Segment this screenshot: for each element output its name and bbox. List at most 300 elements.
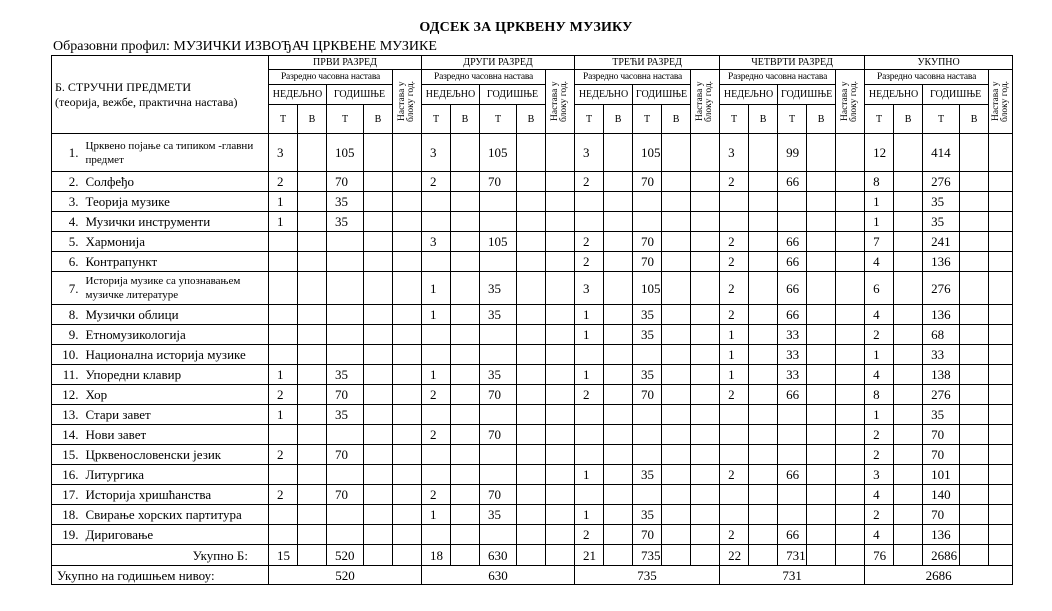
- value-cell: [749, 192, 778, 212]
- value-cell: [691, 212, 720, 232]
- value-cell: [836, 385, 865, 405]
- value-cell: [546, 385, 575, 405]
- value-cell: 105: [633, 272, 662, 305]
- value-cell: [298, 172, 327, 192]
- value-cell: [327, 505, 364, 525]
- value-cell: [604, 505, 633, 525]
- value-cell: [960, 325, 989, 345]
- sum-cell: [836, 545, 865, 566]
- value-cell: 1: [269, 365, 298, 385]
- value-cell: [691, 305, 720, 325]
- value-cell: [575, 345, 604, 365]
- value-cell: 35: [633, 465, 662, 485]
- value-cell: [989, 405, 1013, 425]
- subject-number: 19.: [52, 525, 84, 545]
- value-cell: [364, 365, 393, 385]
- value-cell: [989, 425, 1013, 445]
- sum-cell: 15: [269, 545, 298, 566]
- value-cell: [451, 425, 480, 445]
- value-cell: [691, 405, 720, 425]
- value-cell: [298, 232, 327, 252]
- subject-name: Свирање хорских партитура: [84, 505, 269, 525]
- value-cell: 70: [633, 232, 662, 252]
- value-cell: [269, 505, 298, 525]
- value-cell: [836, 525, 865, 545]
- value-cell: [517, 172, 546, 192]
- exercise-header: В: [662, 105, 691, 134]
- value-cell: 105: [480, 232, 517, 252]
- value-cell: [691, 325, 720, 345]
- value-cell: 2: [720, 525, 749, 545]
- value-cell: 2: [720, 172, 749, 192]
- value-cell: [662, 445, 691, 465]
- value-cell: [989, 252, 1013, 272]
- value-cell: [894, 305, 923, 325]
- value-cell: [749, 325, 778, 345]
- value-cell: 2: [575, 172, 604, 192]
- value-cell: [393, 212, 422, 232]
- value-cell: [691, 172, 720, 192]
- value-cell: [546, 465, 575, 485]
- group-header-first: ПРВИ РАЗРЕД: [269, 56, 422, 70]
- value-cell: [393, 445, 422, 465]
- value-cell: [662, 525, 691, 545]
- value-cell: 3: [269, 134, 298, 172]
- value-cell: 35: [327, 405, 364, 425]
- value-cell: [546, 325, 575, 345]
- subject-number: 10.: [52, 345, 84, 365]
- value-cell: [749, 272, 778, 305]
- value-cell: [604, 485, 633, 505]
- value-cell: [480, 525, 517, 545]
- value-cell: [836, 272, 865, 305]
- value-cell: [807, 425, 836, 445]
- value-cell: [364, 345, 393, 365]
- value-cell: [517, 365, 546, 385]
- value-cell: [451, 325, 480, 345]
- sum-cell: [517, 545, 546, 566]
- table-row: [52, 445, 1013, 465]
- value-cell: [451, 345, 480, 365]
- value-cell: [691, 272, 720, 305]
- value-cell: [749, 525, 778, 545]
- sum-cell: [604, 545, 633, 566]
- value-cell: [393, 485, 422, 505]
- value-cell: [604, 405, 633, 425]
- value-cell: [749, 405, 778, 425]
- value-cell: [894, 385, 923, 405]
- section-note: (теорија, вежбе, практична настава): [55, 94, 238, 109]
- value-cell: 66: [778, 525, 807, 545]
- value-cell: [546, 272, 575, 305]
- value-cell: [662, 232, 691, 252]
- value-cell: [269, 305, 298, 325]
- value-cell: [364, 505, 393, 525]
- value-cell: [633, 425, 662, 445]
- annual-total: 735: [575, 566, 720, 585]
- value-cell: [749, 505, 778, 525]
- value-cell: 1: [269, 405, 298, 425]
- value-cell: [451, 385, 480, 405]
- value-cell: [546, 485, 575, 505]
- value-cell: [778, 212, 807, 232]
- value-cell: 7: [865, 232, 894, 252]
- subject-number: 13.: [52, 405, 84, 425]
- value-cell: [894, 365, 923, 385]
- block-teaching-label: Настава у блоку год.: [990, 79, 1010, 122]
- value-cell: 66: [778, 272, 807, 305]
- value-cell: 33: [778, 345, 807, 365]
- value-cell: [720, 405, 749, 425]
- value-cell: [298, 305, 327, 325]
- value-cell: 1: [422, 365, 451, 385]
- yearly-header: ГОДИШЊЕ: [633, 85, 691, 105]
- value-cell: 241: [923, 232, 960, 252]
- yearly-header: ГОДИШЊЕ: [327, 85, 393, 105]
- value-cell: 70: [480, 485, 517, 505]
- value-cell: [836, 305, 865, 325]
- subject-name: Стари завет: [84, 405, 269, 425]
- value-cell: [546, 425, 575, 445]
- sum-cell: [749, 545, 778, 566]
- value-cell: [364, 405, 393, 425]
- value-cell: [633, 212, 662, 232]
- subject-number: 18.: [52, 505, 84, 525]
- page-title: ОДСЕК ЗА ЦРКВЕНУ МУЗИКУ: [419, 20, 633, 35]
- value-cell: [298, 134, 327, 172]
- value-cell: [575, 192, 604, 212]
- value-cell: 136: [923, 305, 960, 325]
- value-cell: [720, 505, 749, 525]
- value-cell: [807, 305, 836, 325]
- value-cell: [422, 325, 451, 345]
- value-cell: 138: [923, 365, 960, 385]
- value-cell: [604, 425, 633, 445]
- theory-header: Т: [575, 105, 604, 134]
- table-row: [52, 305, 1013, 325]
- value-cell: 1: [720, 345, 749, 365]
- value-cell: [451, 305, 480, 325]
- value-cell: [393, 345, 422, 365]
- value-cell: [807, 485, 836, 505]
- value-cell: [894, 345, 923, 365]
- value-cell: [575, 212, 604, 232]
- table-row: [52, 345, 1013, 365]
- value-cell: 2: [720, 385, 749, 405]
- value-cell: 1: [422, 272, 451, 305]
- value-cell: [989, 134, 1013, 172]
- value-cell: [298, 325, 327, 345]
- subject-name: Дириговање: [84, 525, 269, 545]
- value-cell: 35: [480, 272, 517, 305]
- value-cell: [546, 305, 575, 325]
- value-cell: 3: [575, 272, 604, 305]
- value-cell: [451, 252, 480, 272]
- value-cell: [989, 232, 1013, 252]
- value-cell: [422, 445, 451, 465]
- value-cell: [269, 465, 298, 485]
- value-cell: [364, 252, 393, 272]
- subject-name: Теорија музике: [84, 192, 269, 212]
- value-cell: [422, 192, 451, 212]
- value-cell: [517, 465, 546, 485]
- value-cell: [836, 425, 865, 445]
- value-cell: 70: [327, 485, 364, 505]
- value-cell: 1: [269, 212, 298, 232]
- value-cell: [989, 305, 1013, 325]
- value-cell: [960, 445, 989, 465]
- table-row: [52, 134, 1013, 172]
- value-cell: [269, 425, 298, 445]
- value-cell: [327, 465, 364, 485]
- value-cell: [517, 405, 546, 425]
- value-cell: [662, 465, 691, 485]
- block-teaching-label: Настава у блоку год.: [397, 79, 416, 122]
- value-cell: [546, 232, 575, 252]
- value-cell: [517, 232, 546, 252]
- value-cell: 99: [778, 134, 807, 172]
- value-cell: [691, 485, 720, 505]
- subject-name: Историја музике са упознавањем музичке литературе: [84, 272, 269, 305]
- table-row: [52, 485, 1013, 505]
- value-cell: [298, 212, 327, 232]
- value-cell: [836, 134, 865, 172]
- value-cell: 1: [575, 465, 604, 485]
- table-row: [52, 525, 1013, 545]
- table-row: [52, 425, 1013, 445]
- subject-name: Хор: [84, 385, 269, 405]
- value-cell: [327, 232, 364, 252]
- value-cell: [691, 525, 720, 545]
- value-cell: [364, 192, 393, 212]
- value-cell: [691, 445, 720, 465]
- value-cell: [778, 405, 807, 425]
- sum-cell: [393, 545, 422, 566]
- value-cell: [960, 425, 989, 445]
- value-cell: [807, 505, 836, 525]
- value-cell: 35: [923, 192, 960, 212]
- value-cell: [451, 525, 480, 545]
- value-cell: [989, 485, 1013, 505]
- value-cell: 136: [923, 525, 960, 545]
- value-cell: 66: [778, 465, 807, 485]
- value-cell: 35: [480, 305, 517, 325]
- value-cell: [960, 385, 989, 405]
- weekly-header: НЕДЕЉНО: [720, 85, 778, 105]
- exercise-header: В: [451, 105, 480, 134]
- class-teaching-header: Разредно часовна настава: [575, 70, 691, 85]
- value-cell: 70: [480, 172, 517, 192]
- value-cell: [807, 172, 836, 192]
- group-header-second: ДРУГИ РАЗРЕД: [422, 56, 575, 70]
- class-teaching-header: Разредно часовна настава: [720, 70, 836, 85]
- exercise-header: В: [364, 105, 393, 134]
- value-cell: [836, 325, 865, 345]
- value-cell: [298, 425, 327, 445]
- value-cell: 1: [575, 305, 604, 325]
- value-cell: 1: [422, 305, 451, 325]
- sum-cell: [364, 545, 393, 566]
- value-cell: [451, 232, 480, 252]
- value-cell: [633, 345, 662, 365]
- subject-number: 6.: [52, 252, 84, 272]
- value-cell: [327, 425, 364, 445]
- subject-number: 7.: [52, 272, 84, 305]
- value-cell: [807, 272, 836, 305]
- value-cell: [327, 525, 364, 545]
- value-cell: [960, 232, 989, 252]
- subject-number: 3.: [52, 192, 84, 212]
- theory-header: Т: [865, 105, 894, 134]
- value-cell: [894, 505, 923, 525]
- value-cell: [807, 445, 836, 465]
- value-cell: 2: [422, 485, 451, 505]
- value-cell: [364, 445, 393, 465]
- value-cell: [546, 192, 575, 212]
- value-cell: [269, 345, 298, 365]
- table-row: [52, 325, 1013, 345]
- yearly-header: ГОДИШЊЕ: [480, 85, 546, 105]
- value-cell: [546, 405, 575, 425]
- theory-header: Т: [923, 105, 960, 134]
- subject-name: Солфеђо: [84, 172, 269, 192]
- weekly-header: НЕДЕЉНО: [269, 85, 327, 105]
- value-cell: 70: [480, 385, 517, 405]
- value-cell: [298, 272, 327, 305]
- sum-cell: 630: [480, 545, 517, 566]
- value-cell: [691, 365, 720, 385]
- group-header-third: ТРЕЋИ РАЗРЕД: [575, 56, 720, 70]
- table-row: [52, 172, 1013, 192]
- value-cell: [451, 192, 480, 212]
- value-cell: 2: [269, 445, 298, 465]
- value-cell: 35: [633, 325, 662, 345]
- value-cell: [633, 405, 662, 425]
- value-cell: [633, 445, 662, 465]
- value-cell: [393, 134, 422, 172]
- value-cell: 2: [575, 525, 604, 545]
- value-cell: 2: [575, 252, 604, 272]
- theory-header: Т: [633, 105, 662, 134]
- value-cell: 4: [865, 252, 894, 272]
- value-cell: [298, 465, 327, 485]
- subject-number: 1.: [52, 134, 84, 172]
- value-cell: [480, 465, 517, 485]
- value-cell: [422, 252, 451, 272]
- value-cell: [393, 325, 422, 345]
- table-row: [52, 192, 1013, 212]
- value-cell: [778, 445, 807, 465]
- value-cell: [393, 172, 422, 192]
- value-cell: 70: [923, 425, 960, 445]
- value-cell: 35: [327, 365, 364, 385]
- value-cell: 276: [923, 272, 960, 305]
- value-cell: 105: [327, 134, 364, 172]
- value-cell: 35: [633, 505, 662, 525]
- subject-name: Етномузикологија: [84, 325, 269, 345]
- value-cell: [517, 305, 546, 325]
- value-cell: [778, 192, 807, 212]
- value-cell: [298, 485, 327, 505]
- value-cell: [364, 525, 393, 545]
- subject-number: 17.: [52, 485, 84, 505]
- value-cell: [393, 525, 422, 545]
- value-cell: [604, 272, 633, 305]
- value-cell: [546, 172, 575, 192]
- value-cell: [778, 485, 807, 505]
- value-cell: [662, 405, 691, 425]
- value-cell: 2: [865, 445, 894, 465]
- value-cell: [662, 505, 691, 525]
- value-cell: [546, 212, 575, 232]
- value-cell: [807, 134, 836, 172]
- value-cell: [327, 345, 364, 365]
- value-cell: [393, 505, 422, 525]
- value-cell: [546, 252, 575, 272]
- value-cell: [422, 345, 451, 365]
- value-cell: 6: [865, 272, 894, 305]
- value-cell: [393, 232, 422, 252]
- value-cell: [989, 345, 1013, 365]
- value-cell: [807, 325, 836, 345]
- value-cell: [451, 365, 480, 385]
- value-cell: [393, 465, 422, 485]
- value-cell: [517, 525, 546, 545]
- value-cell: [451, 445, 480, 465]
- table-row: [52, 232, 1013, 252]
- yearly-header: ГОДИШЊЕ: [778, 85, 836, 105]
- theory-header: Т: [480, 105, 517, 134]
- value-cell: [836, 192, 865, 212]
- block-teaching-label: Настава у блоку год.: [840, 79, 860, 122]
- value-cell: [749, 385, 778, 405]
- value-cell: 2: [720, 252, 749, 272]
- class-teaching-header: Разредно часовна настава: [269, 70, 393, 85]
- value-cell: 33: [923, 345, 960, 365]
- value-cell: [989, 525, 1013, 545]
- sum-cell: 21: [575, 545, 604, 566]
- sum-cell: 735: [633, 545, 662, 566]
- subject-name: Црквенословенски језик: [84, 445, 269, 465]
- sum-cell: 2686: [923, 545, 960, 566]
- value-cell: 4: [865, 525, 894, 545]
- value-cell: [364, 232, 393, 252]
- value-cell: [662, 212, 691, 232]
- value-cell: [422, 525, 451, 545]
- value-cell: [298, 505, 327, 525]
- value-cell: [546, 445, 575, 465]
- value-cell: [836, 465, 865, 485]
- subject-name: Историја хришћанства: [84, 485, 269, 505]
- value-cell: [749, 485, 778, 505]
- value-cell: 3: [865, 465, 894, 485]
- value-cell: [604, 465, 633, 485]
- value-cell: [662, 325, 691, 345]
- value-cell: [749, 305, 778, 325]
- annual-row: [52, 566, 1013, 585]
- value-cell: [604, 305, 633, 325]
- value-cell: [960, 172, 989, 192]
- value-cell: [749, 212, 778, 232]
- value-cell: [894, 192, 923, 212]
- value-cell: [364, 385, 393, 405]
- annual-total: 520: [269, 566, 422, 585]
- theory-header: Т: [778, 105, 807, 134]
- value-cell: 1: [575, 325, 604, 345]
- weekly-header: НЕДЕЉНО: [422, 85, 480, 105]
- value-cell: [393, 252, 422, 272]
- value-cell: 70: [923, 505, 960, 525]
